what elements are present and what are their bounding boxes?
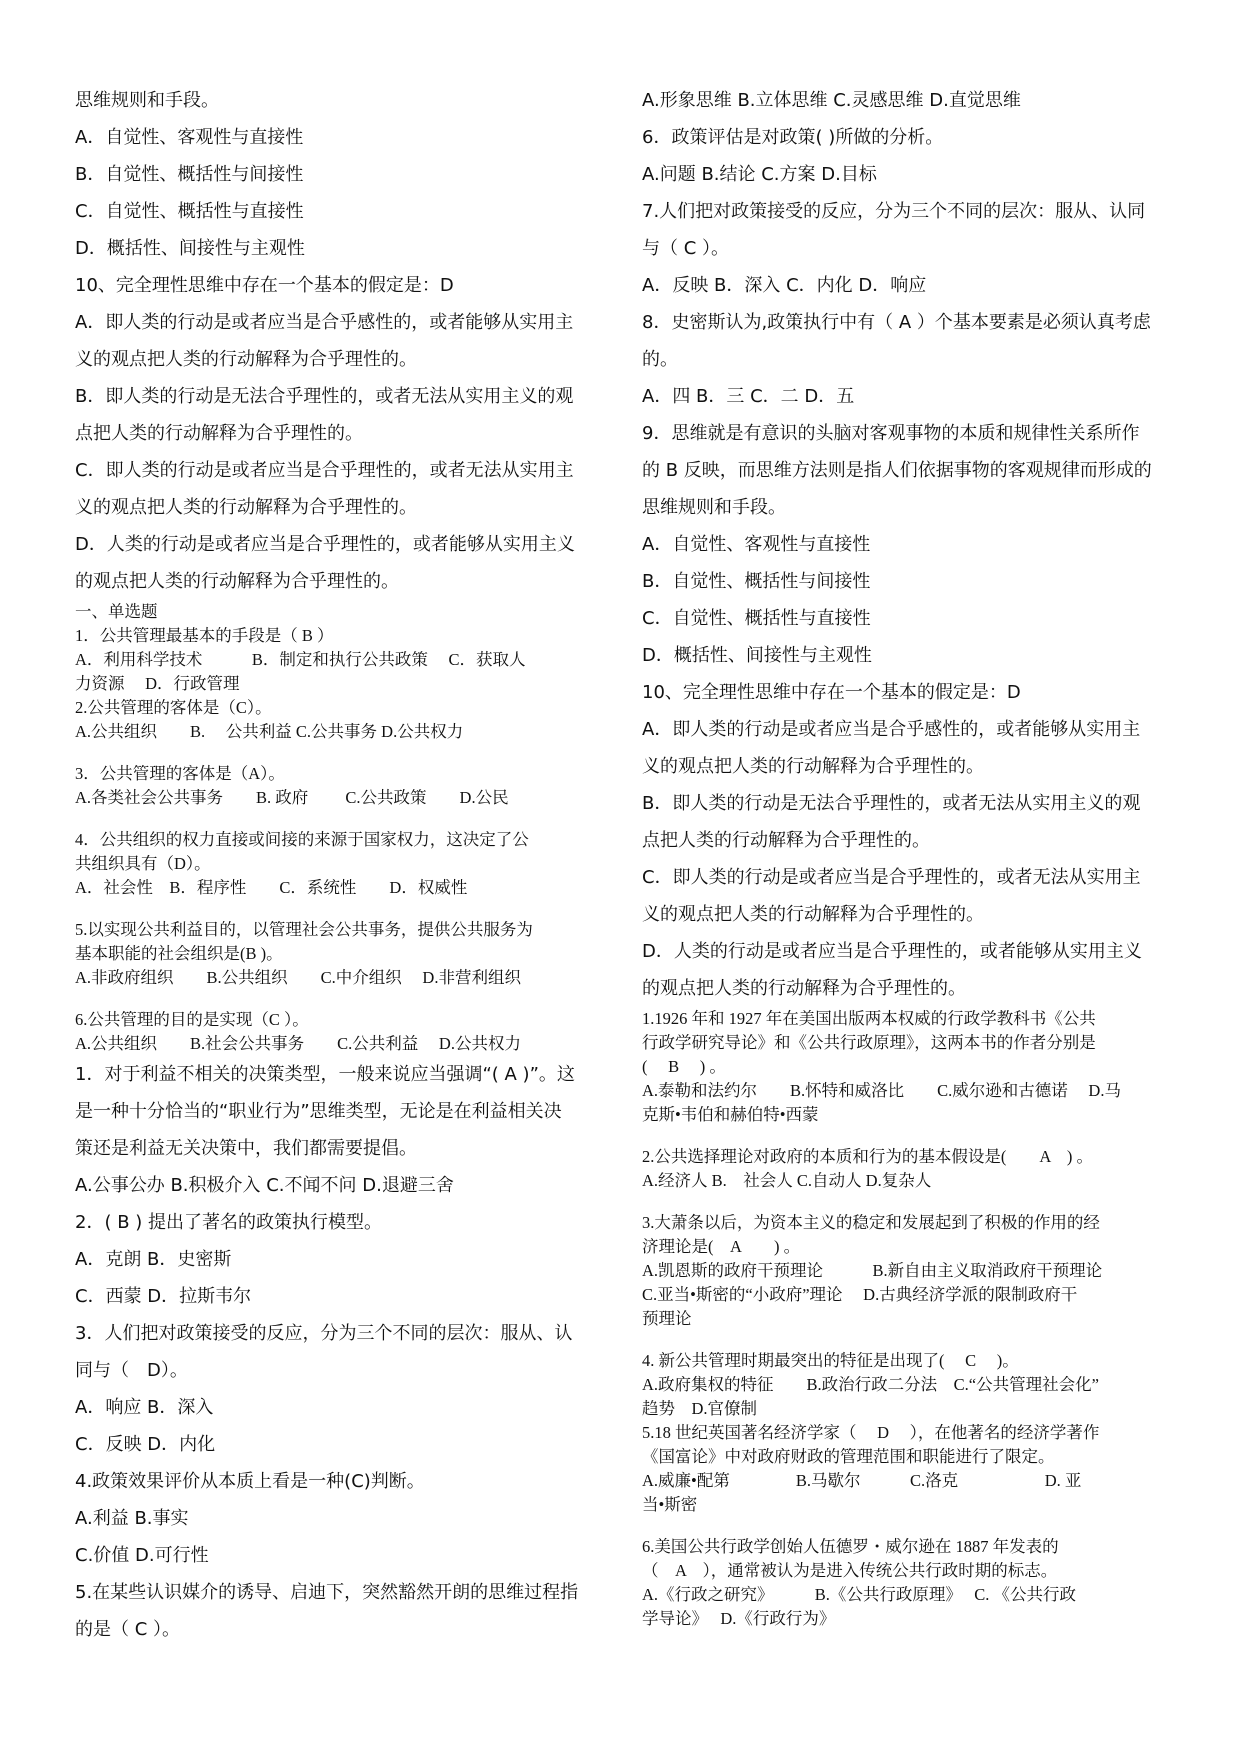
text-line: A．自觉性、客观性与直接性 bbox=[642, 534, 871, 555]
left-block-2 bbox=[75, 600, 603, 744]
text-line: A．即人类的行动是或者应当是合乎感性的，或者能够从实用主 bbox=[75, 312, 574, 333]
text-line: 点把人类的行动解释为合乎理性的。 bbox=[75, 423, 363, 444]
text-line: 1．公共管理最基本的手段是（ B ） bbox=[75, 626, 334, 645]
text-line: 4.政策效果评价从本质上看是一种(C)判断。 bbox=[75, 1471, 425, 1492]
text-line: A.经济人 B. 社会人 C.自动人 D.复杂人 bbox=[642, 1171, 932, 1190]
text-line: 8．史密斯认为,政策执行中有（ A ）个基本要素是必须认真考虑 bbox=[642, 312, 1151, 333]
text-line: D．人类的行动是或者应当是合乎理性的，或者能够从实用主义 bbox=[642, 941, 1142, 962]
left-block-4 bbox=[75, 828, 603, 900]
text-line: 义的观点把人类的行动解释为合乎理性的。 bbox=[642, 756, 984, 777]
text-line: 4．公共组织的权力直接或间接的来源于国家权力，这决定了公 bbox=[75, 830, 529, 849]
text-line: 的。 bbox=[642, 349, 678, 370]
text-line: A．四 B．三 C．二 D．五 bbox=[642, 386, 855, 407]
text-line: 济理论是( A ) 。 bbox=[642, 1237, 801, 1256]
text-line: A.凯恩斯的政府干预理论 B.新自由主义取消政府干预理论 bbox=[642, 1261, 1103, 1280]
text-line: A.公共组织 B. 公共利益 C.公共事务 D.公共权力 bbox=[75, 722, 464, 741]
text-line: 10、完全理性思维中存在一个基本的假定是：D bbox=[642, 682, 1021, 703]
text-line: A．利用科学技术 B．制定和执行公共政策 C．获取人 bbox=[75, 650, 526, 669]
text-line: C．反映 D．内化 bbox=[75, 1434, 216, 1455]
section-heading: 一、单选题 bbox=[75, 602, 158, 621]
text-line: 的观点把人类的行动解释为合乎理性的。 bbox=[642, 978, 966, 999]
right-block-4 bbox=[642, 1211, 1172, 1331]
text-line: C.价值 D.可行性 bbox=[75, 1545, 209, 1566]
right-block-6 bbox=[642, 1535, 1172, 1631]
text-line: 2．( B ) 提出了著名的政策执行模型。 bbox=[75, 1212, 383, 1233]
text-line: 7.人们把对政策接受的反应，分为三个不同的层次：服从、认同 bbox=[642, 201, 1146, 222]
text-line: 与（ C ）。 bbox=[642, 238, 730, 259]
text-line: A．反映 B．深入 C．内化 D．响应 bbox=[642, 275, 927, 296]
text-line: 5.在某些认识媒介的诱导、启迪下，突然豁然开朗的思维过程指 bbox=[75, 1582, 579, 1603]
left-block-5 bbox=[75, 918, 603, 990]
text-line: A．即人类的行动是或者应当是合乎感性的，或者能够从实用主 bbox=[642, 719, 1141, 740]
text-line: 义的观点把人类的行动解释为合乎理性的。 bbox=[642, 904, 984, 925]
text-line: C．自觉性、概括性与直接性 bbox=[75, 201, 304, 222]
text-line: 思维规则和手段。 bbox=[75, 90, 219, 111]
text-line: 3.大萧条以后，为资本主义的稳定和发展起到了积极的作用的经 bbox=[642, 1213, 1100, 1232]
right-block-2 bbox=[642, 1007, 1172, 1127]
text-line: 2.公共选择理论对政府的本质和行为的基本假设是( A ) 。 bbox=[642, 1147, 1093, 1166]
text-line: （ A ），通常被认为是进入传统公共行政时期的标志。 bbox=[642, 1561, 1058, 1580]
text-line: 预理论 bbox=[642, 1309, 692, 1328]
text-line: 力资源 D．行政管理 bbox=[75, 674, 240, 693]
text-line: A.形象思维 B.立体思维 C.灵感思维 D.直觉思维 bbox=[642, 90, 1021, 111]
text-line: A.泰勒和法约尔 B.怀特和威洛比 C.威尔逊和古德诺 D.马 bbox=[642, 1081, 1121, 1100]
text-line: A.政府集权的特征 B.政治行政二分法 C.“公共管理社会化” bbox=[642, 1375, 1099, 1394]
text-line: 10、完全理性思维中存在一个基本的假定是：D bbox=[75, 275, 454, 296]
right-block-1 bbox=[642, 82, 1172, 1007]
text-line: ( B ) 。 bbox=[642, 1057, 726, 1076]
text-line: 克斯•韦伯和赫伯特•西蒙 bbox=[642, 1105, 819, 1124]
text-line: A．社会性 B．程序性 C．系统性 D．权威性 bbox=[75, 878, 468, 897]
text-line: A.问题 B.结论 C.方案 D.目标 bbox=[642, 164, 877, 185]
text-line: 5.18 世纪英国著名经济学家（ D ），在他著名的经济学著作 bbox=[642, 1423, 1100, 1442]
text-line: 思维规则和手段。 bbox=[642, 497, 786, 518]
text-line: 1.1926 年和 1927 年在美国出版两本权威的行政学教科书《公共 bbox=[642, 1009, 1096, 1028]
text-line: 是一种十分恰当的“职业行为”思维类型，无论是在利益相关决 bbox=[75, 1101, 562, 1122]
text-line: 共组织具有（D）。 bbox=[75, 854, 211, 873]
text-line: 同与（ D）。 bbox=[75, 1360, 188, 1381]
text-line: 点把人类的行动解释为合乎理性的。 bbox=[642, 830, 930, 851]
text-line: 义的观点把人类的行动解释为合乎理性的。 bbox=[75, 349, 417, 370]
text-line: C．即人类的行动是或者应当是合乎理性的，或者无法从实用主 bbox=[75, 460, 574, 481]
text-line: 9．思维就是有意识的头脑对客观事物的本质和规律性关系所作 bbox=[642, 423, 1140, 444]
text-line: 5.以实现公共利益目的，以管理社会公共事务，提供公共服务为 bbox=[75, 920, 533, 939]
text-line: A.非政府组织 B.公共组织 C.中介组织 D.非营利组织 bbox=[75, 968, 521, 987]
text-line: 趋势 D.官僚制 bbox=[642, 1399, 758, 1418]
right-block-3 bbox=[642, 1145, 1172, 1193]
text-line: 的观点把人类的行动解释为合乎理性的。 bbox=[75, 571, 399, 592]
left-column bbox=[75, 82, 603, 1648]
text-line: 2.公共管理的客体是（C）。 bbox=[75, 698, 272, 717]
right-block-5 bbox=[642, 1349, 1172, 1517]
text-line: B．自觉性、概括性与间接性 bbox=[75, 164, 304, 185]
text-line: 3．公共管理的客体是（A）。 bbox=[75, 764, 285, 783]
text-line: A．响应 B．深入 bbox=[75, 1397, 214, 1418]
text-line: B．即人类的行动是无法合乎理性的，或者无法从实用主义的观 bbox=[75, 386, 574, 407]
text-line: D．人类的行动是或者应当是合乎理性的，或者能够从实用主义 bbox=[75, 534, 575, 555]
text-line: B．即人类的行动是无法合乎理性的，或者无法从实用主义的观 bbox=[642, 793, 1141, 814]
left-block-3 bbox=[75, 762, 603, 810]
left-block-1 bbox=[75, 82, 603, 600]
text-line: C．自觉性、概括性与直接性 bbox=[642, 608, 871, 629]
text-line: 学导论》 D.《行政行为》 bbox=[642, 1609, 836, 1628]
text-line: A.利益 B.事实 bbox=[75, 1508, 189, 1529]
left-block-6 bbox=[75, 1008, 603, 1056]
text-line: 《国富论》中对政府财政的管理范围和职能进行了限定。 bbox=[642, 1447, 1055, 1466]
text-line: C．即人类的行动是或者应当是合乎理性的，或者无法从实用主 bbox=[642, 867, 1141, 888]
text-line: D．概括性、间接性与主观性 bbox=[642, 645, 872, 666]
text-line: D．概括性、间接性与主观性 bbox=[75, 238, 305, 259]
text-line: 基本职能的社会组织是(B )。 bbox=[75, 944, 283, 963]
text-line: 义的观点把人类的行动解释为合乎理性的。 bbox=[75, 497, 417, 518]
text-line: C.亚当•斯密的“小政府”理论 D.古典经济学派的限制政府干 bbox=[642, 1285, 1078, 1304]
right-column bbox=[642, 82, 1172, 1631]
text-line: A.公共组织 B.社会公共事务 C.公共利益 D.公共权力 bbox=[75, 1034, 521, 1053]
text-line: 当•斯密 bbox=[642, 1495, 698, 1514]
text-line: A.公事公办 B.积极介入 C.不闻不问 D.退避三舍 bbox=[75, 1175, 454, 1196]
text-line: 6．政策评估是对政策( )所做的分析。 bbox=[642, 127, 944, 148]
text-line: 4. 新公共管理时期最突出的特征是出现了( C )。 bbox=[642, 1351, 1019, 1370]
text-line: 6.美国公共行政学创始人伍德罗・威尔逊在 1887 年发表的 bbox=[642, 1537, 1059, 1556]
text-line: 策还是利益无关决策中，我们都需要提倡。 bbox=[75, 1138, 417, 1159]
text-line: A.威廉•配第 B.马歇尔 C.洛克 D. 亚 bbox=[642, 1471, 1082, 1490]
text-line: A．克朗 B．史密斯 bbox=[75, 1249, 232, 1270]
text-line: 6.公共管理的目的是实现（C ）。 bbox=[75, 1010, 309, 1029]
text-line: A.《行政之研究》 B.《公共行政原理》 C. 《公共行政 bbox=[642, 1585, 1077, 1604]
left-block-7 bbox=[75, 1056, 603, 1648]
text-line: B．自觉性、概括性与间接性 bbox=[642, 571, 871, 592]
text-line: 的 B 反映，而思维方法则是指人们依据事物的客观规律而形成的 bbox=[642, 460, 1152, 481]
text-line: 3．人们把对政策接受的反应，分为三个不同的层次：服从、认 bbox=[75, 1323, 573, 1344]
text-line: A.各类社会公共事务 B. 政府 C.公共政策 D.公民 bbox=[75, 788, 509, 807]
text-line: 1．对于利益不相关的决策类型，一般来说应当强调“( A )”。这 bbox=[75, 1064, 575, 1085]
text-line: 行政学研究导论》和《公共行政原理》，这两本书的作者分别是 bbox=[642, 1033, 1096, 1052]
text-line: 的是（ C ）。 bbox=[75, 1619, 181, 1640]
text-line: C．西蒙 D．拉斯韦尔 bbox=[75, 1286, 252, 1307]
text-line: A．自觉性、客观性与直接性 bbox=[75, 127, 304, 148]
